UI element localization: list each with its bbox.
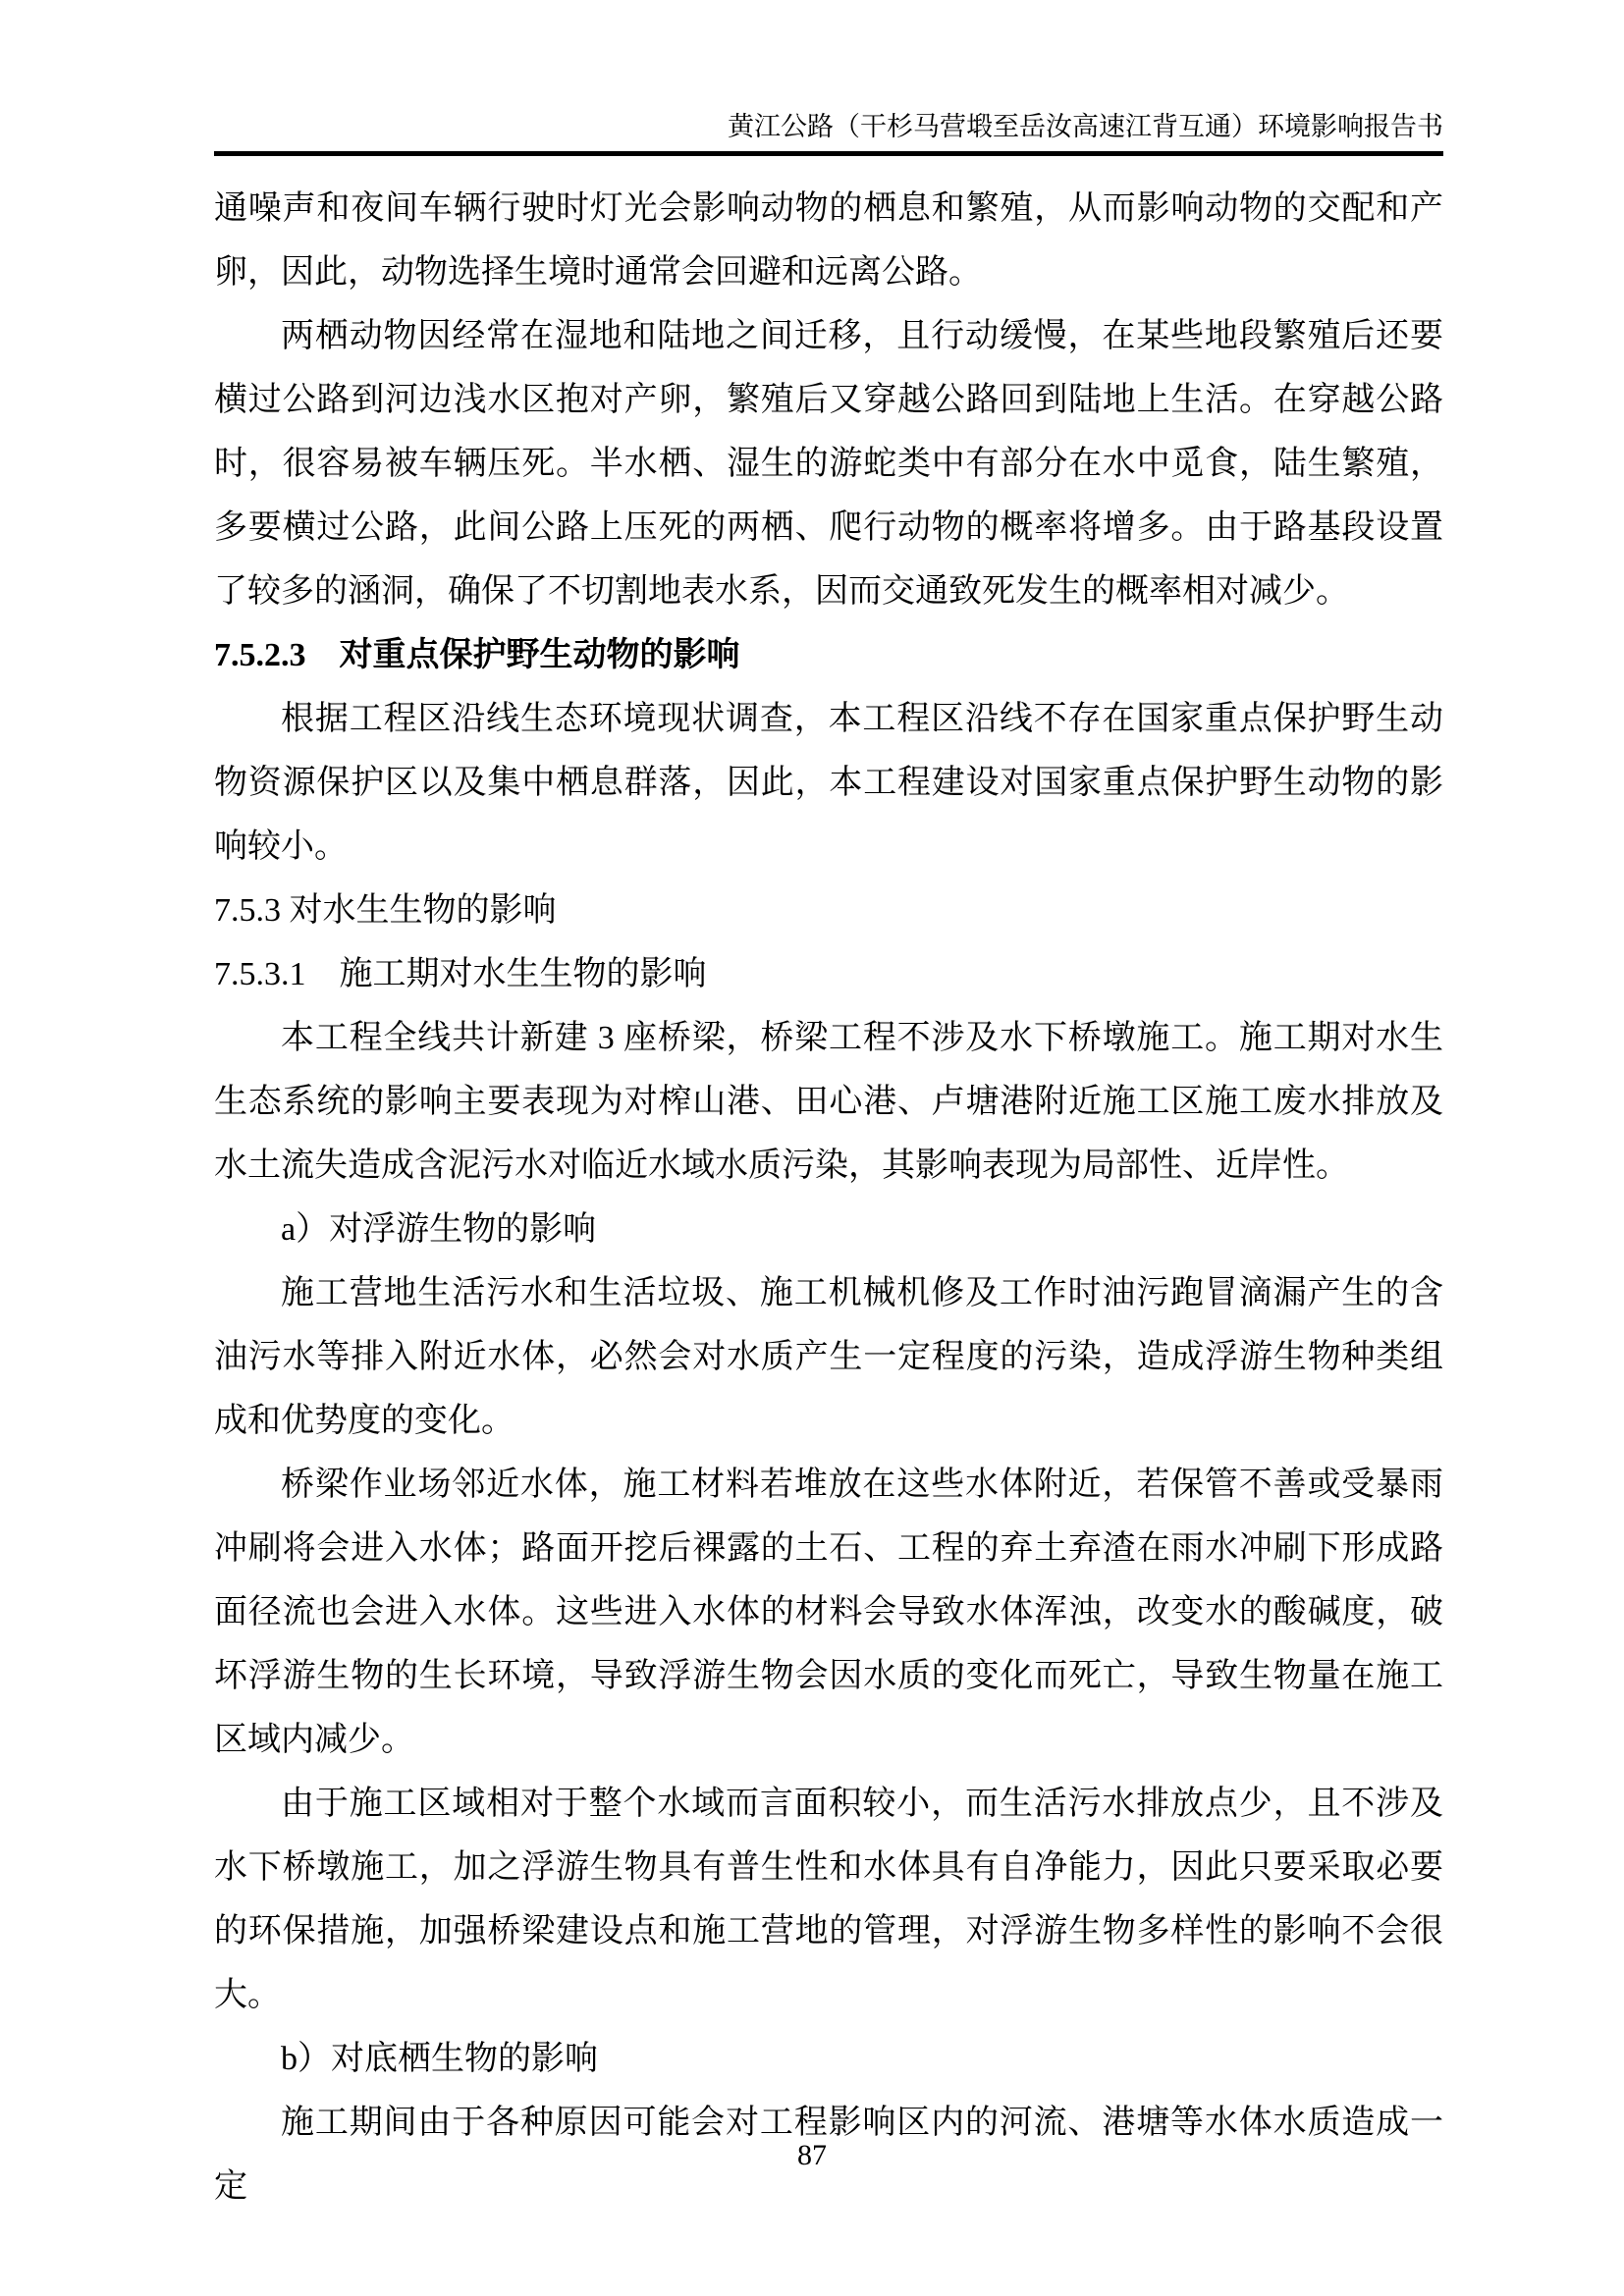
paragraph: 施工期间由于各种原因可能会对工程影响区内的河流、港塘等水体水质造成一定 (214, 2105, 1443, 2205)
list-item-a: a）对浮游生物的影响 (281, 1211, 597, 1248)
document-body (214, 177, 1443, 2218)
page-footer (0, 2138, 1624, 2173)
page-header (214, 108, 1443, 156)
paragraph: 本工程全线共计新建 3 座桥梁，桥梁工程不涉及水下桥墩施工。施工期对水生生态系统的影响主要表现为对榨山港、田心港、卢塘港附近施工区施工废水排放及水土流失造成含泥污水对临近水域水质污染，其影响表现为局部性、近岸性。 (214, 1020, 1443, 1184)
heading-7-5-2-3: 7.5.2.3 对重点保护野生动物的影响 (214, 637, 740, 673)
paragraph: 根据工程区沿线生态环境现状调查，本工程区沿线不存在国家重点保护野生动物资源保护区以及集中栖息群落，因此，本工程建设对国家重点保护野生动物的影响较小。 (214, 701, 1443, 865)
heading-7-5-3: 7.5.3 对水生生物的影响 (214, 892, 557, 929)
paragraph: 由于施工区域相对于整个水域而言面积较小，而生活污水排放点少，且不涉及水下桥墩施工，加之浮游生物具有普生性和水体具有自净能力，因此只要采取必要的环保措施，加强桥梁建设点和施工营地的管理，对浮游生物多样性的影响不会很大。 (214, 1786, 1443, 2013)
paragraph: 桥梁作业场邻近水体，施工材料若堆放在这些水体附近，若保管不善或受暴雨冲刷将会进入水体；路面开挖后裸露的土石、工程的弃土弃渣在雨水冲刷下形成路面径流也会进入水体。这些进入水体的材料会导致水体浑浊，改变水的酸碱度，破坏浮游生物的生长环境，导致浮游生物会因水质的变化而死亡，导致生物量在施工区域内减少。 (214, 1467, 1443, 1758)
paragraph: 两栖动物因经常在湿地和陆地之间迁移，且行动缓慢，在某些地段繁殖后还要横过公路到河边浅水区抱对产卵，繁殖后又穿越公路回到陆地上生活。在穿越公路时，很容易被车辆压死。半水栖、湿生的游蛇类中有部分在水中觅食，陆生繁殖，多要横过公路，此间公路上压死的两栖、爬行动物的概率将增多。由于路基段设置了较多的涵洞，确保了不切割地表水系，因而交通致死发生的概率相对减少。 (214, 318, 1443, 610)
paragraph-continuation: 通噪声和夜间车辆行驶时灯光会影响动物的栖息和繁殖，从而影响动物的交配和产卵，因此，动物选择生境时通常会回避和远离公路。 (214, 190, 1443, 291)
paragraph: 施工营地生活污水和生活垃圾、施工机械机修及工作时油污跑冒滴漏产生的含油污水等排入附近水体，必然会对水质产生一定程度的污染，造成浮游生物种类组成和优势度的变化。 (214, 1275, 1443, 1439)
page-number: 87 (797, 2139, 827, 2171)
list-item-b: b）对底栖生物的影响 (281, 2041, 598, 2077)
heading-7-5-3-1: 7.5.3.1 施工期对水生生物的影响 (214, 956, 707, 992)
running-header-title: 黄江公路（干杉马营塅至岳汝高速江背互通）环境影响报告书 (728, 112, 1443, 141)
